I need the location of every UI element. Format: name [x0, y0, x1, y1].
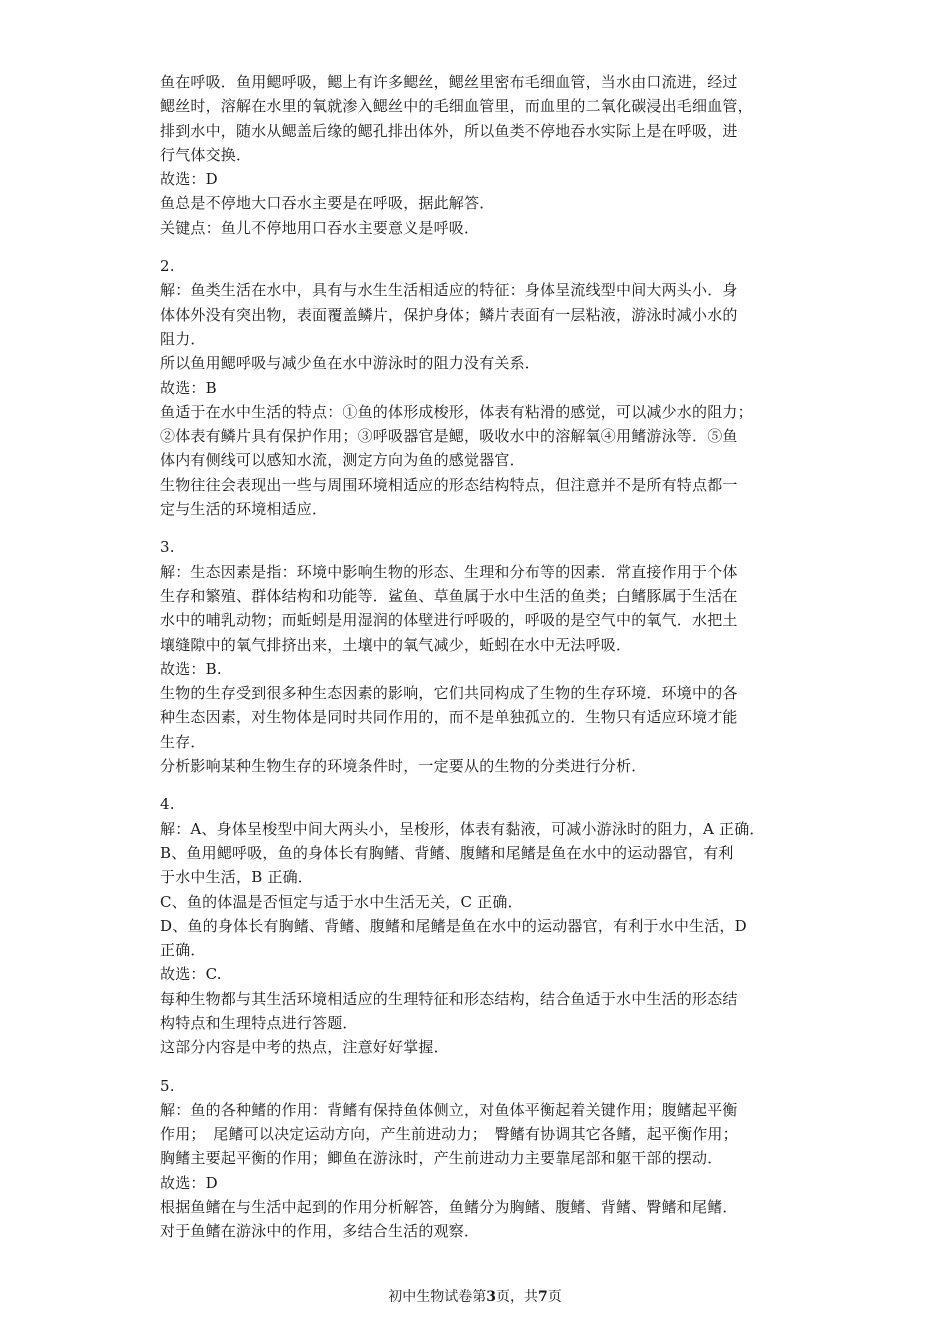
text-line: 5. [160, 1076, 175, 1095]
text-line: 这部分内容是中考的热点，注意好好掌握． [160, 1038, 449, 1057]
text-line: 2. [160, 257, 175, 276]
text-line: 体体外没有突出物，表面覆盖鳞片，保护身体；鳞片表面有一层粘液，游泳时减小水的 [160, 305, 738, 324]
text-line: 排到水中，随水从鳃盖后缘的鳃孔排出体外，所以鱼类不停地吞水实际上是在呼吸，进 [160, 121, 738, 140]
text-line: 作用； 尾鳍可以决定运动方向，产生前进动力； 臀鳍有协调其它各鳍，起平衡作用； [160, 1125, 738, 1144]
text-line: 所以鱼用鳃呼吸与减少鱼在水中游泳时的阻力没有关系． [160, 354, 541, 373]
text-line: 种生态因素，对生物体是同时共同作用的，而不是单独孤立的．生物只有适应环境才能 [160, 708, 738, 727]
text-line: 故选：B. [160, 659, 222, 678]
text-line: 定与生活的环境相适应． [160, 500, 328, 519]
text-line: B、鱼用鳃呼吸，鱼的身体长有胸鳍、背鳍、腹鳍和尾鳍是鱼在水中的运动器官，有利 [160, 843, 734, 862]
text-line: 解：鱼的各种鳍的作用：背鳍有保持鱼体侧立，对鱼体平衡起着关键作用；腹鳍起平衡 [160, 1100, 738, 1119]
text-line: 壤缝隙中的氧气排挤出来，土壤中的氧气减少，蚯蚓在水中无法呼吸． [160, 635, 632, 654]
text-line: 生存和繁殖、群体结构和功能等．鲨鱼、草鱼属于水中生活的鱼类；白鳍豚属于生活在 [160, 586, 738, 605]
text-line: 解：生态因素是指：环境中影响生物的形态、生理和分布等的因素．常直接作用于个体 [160, 562, 738, 581]
footer-page-number: 3 [486, 1289, 496, 1305]
text-line: 鱼在呼吸．鱼用鳃呼吸，鳃上有许多鳃丝，鳃丝里密布毛细血管，当水由口流进，经过 [160, 73, 738, 91]
footer-prefix: 初中生物试卷第 [388, 1289, 487, 1305]
text-line: 关键点：鱼儿不停地用口吞水主要意义是呼吸． [160, 218, 480, 237]
text-line: 正确． [160, 941, 206, 960]
text-line: 构特点和生理特点进行答题． [160, 1013, 358, 1032]
text-line: 胸鳍主要起平衡的作用；鲫鱼在游泳时，产生前进动力主要靠尾部和躯干部的摆动． [160, 1149, 723, 1168]
answer-section [160, 70, 792, 240]
text-line: 每种生物都与其生活环境相适应的生理特征和形态结构，结合鱼适于水中生活的形态结 [160, 989, 738, 1008]
answer-section [160, 792, 792, 1059]
answer-sections [160, 70, 792, 1244]
text-line: 阻力． [160, 329, 206, 348]
text-line: C、鱼的体温是否恒定与适于水中生活无关，C 正确． [160, 892, 523, 911]
footer-suffix: 页 [547, 1289, 562, 1305]
section-gap [160, 240, 792, 254]
text-line: 鱼适于在水中生活的特点：①鱼的体形成梭形，体表有粘滑的感觉，可以减少水的阻力； [160, 402, 753, 421]
text-line: D、鱼的身体长有胸鳍、背鳍、腹鳍和尾鳍是鱼在水中的运动器官，有利于水中生活，D [160, 916, 747, 935]
text-line: 生物往往会表现出一些与周围环境相适应的形态结构特点，但注意并不是所有特点都一 [160, 475, 738, 494]
footer-middle: 页，共 [496, 1289, 538, 1305]
text-line: 水中的哺乳动物；而蚯蚓是用湿润的体壁进行呼吸的，呼吸的是空气中的氧气．水把土 [160, 611, 738, 630]
text-line: 故选：D [160, 1173, 218, 1192]
text-line: 4. [160, 795, 175, 814]
text-line: ②体表有鳞片具有保护作用；③呼吸器官是鳃，吸收水中的溶解氧④用鳍游泳等．⑤鱼 [160, 427, 738, 446]
answer-section [160, 254, 792, 521]
answer-section [160, 1074, 792, 1244]
text-line: 体内有侧线可以感知水流，测定方向为鱼的感觉器官． [160, 451, 525, 470]
text-line: 行气体交换． [160, 145, 252, 164]
text-line: 根据鱼鳍在与生活中起到的作用分析解答，鱼鳍分为胸鳍、腹鳍、背鳍、臀鳍和尾鳍． [160, 1198, 738, 1217]
text-line: 于水中生活，B 正确． [160, 868, 313, 887]
text-line: 鳃丝时，溶解在水里的氧就渗入鳃丝中的毛细血管里，而血里的二氧化碳浸出毛细血管， [160, 97, 753, 116]
text-line: 对于鱼鳍在游泳中的作用，多结合生活的观察． [160, 1222, 480, 1241]
footer-total-pages: 7 [538, 1289, 548, 1305]
section-gap [160, 521, 792, 535]
text-line: 生物的生存受到很多种生态因素的影响，它们共同构成了生物的生存环境．环境中的各 [160, 684, 738, 703]
answer-section [160, 535, 792, 778]
text-line: 3. [160, 538, 175, 557]
text-line: 故选：C. [160, 965, 222, 984]
section-gap [160, 1060, 792, 1074]
text-line: 生存． [160, 732, 206, 751]
text-line: 分析影响某种生物生存的环境条件时，一定要从的生物的分类进行分析． [160, 757, 647, 776]
document-body [160, 70, 792, 1244]
page-footer [0, 1287, 950, 1307]
text-line: 解：鱼类生活在水中，具有与水生生活相适应的特征：身体呈流线型中间大两头小．身 [160, 281, 738, 300]
text-line: 解：A、身体呈梭型中间大两头小，呈梭形，体表有黏液，可减小游泳时的阻力，A 正确． [160, 819, 765, 838]
section-gap [160, 778, 792, 792]
text-line: 鱼总是不停地大口吞水主要是在呼吸，据此解答． [160, 194, 495, 213]
text-line: 故选：B [160, 378, 217, 397]
text-line: 故选：D [160, 170, 218, 189]
